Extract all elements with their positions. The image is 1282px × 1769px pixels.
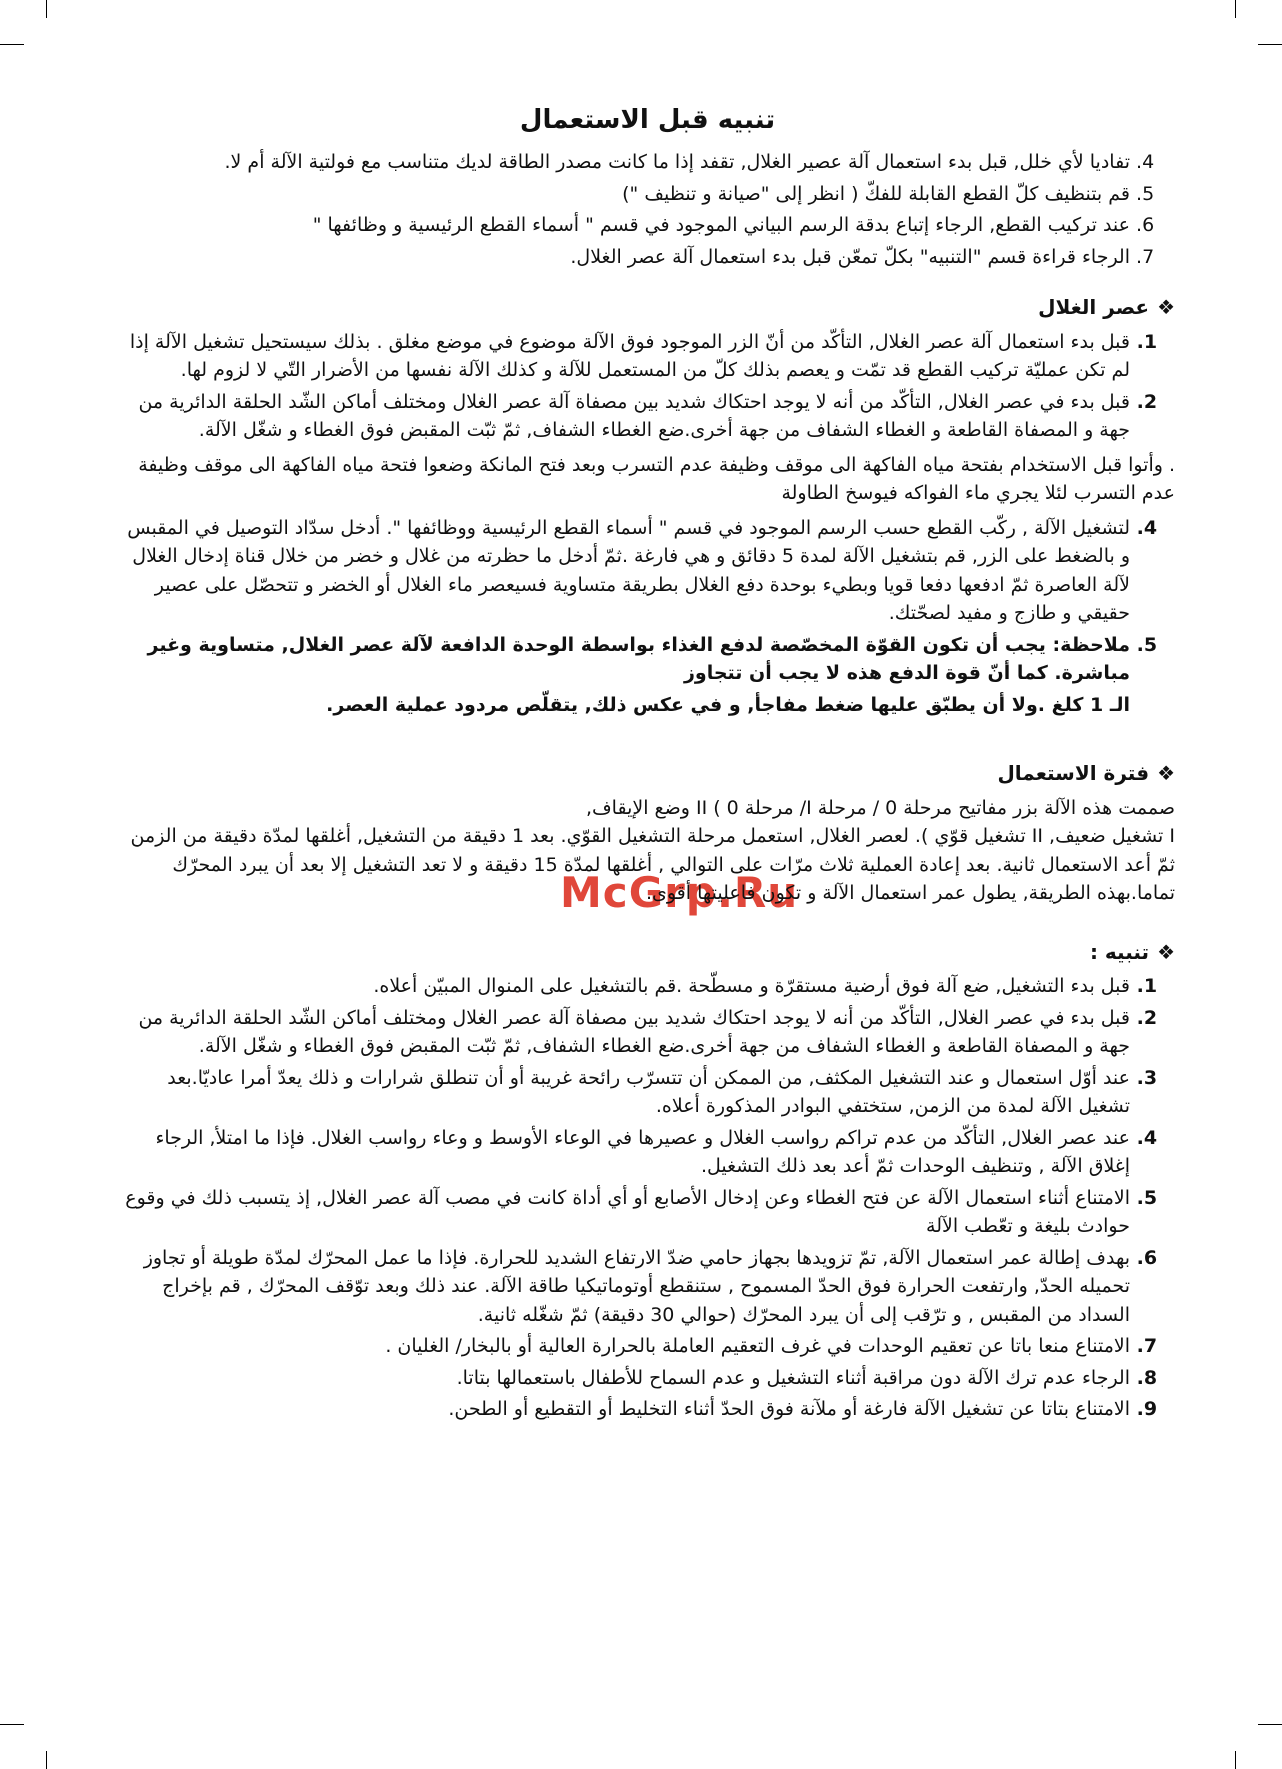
crop-mark (1235, 1751, 1236, 1769)
list-item: 1. قبل بدء استعمال آلة عصر الغلال, التأكّد من أنّ الزر الموجود فوق الآلة موضوع في موضع مغلق . بذلك سيستحيل تشغيل الآلة إذا لم تكن عمليّة تركيب القطع قد تمّت و يعصم بذلك كلّ من المستعمل للآلة و كذلك الآلة نفسها من الأضرار التّي لا لزوم لها. (120, 328, 1130, 385)
list-item: 2. قبل بدء في عصر الغلال, التأكّد من أنه لا يوجد احتكاك شديد بين مصفاة آلة عصر الغلال ومختلف أماكن الشّد الحلقة الدائرية من جهة و المصفاة القاطعة و الغطاء الشفاف من جهة أخرى.ضع الغطاء الشفاف, ثمّ ثبّت المقبض فوق الغطاء و شغّل الآلة. (120, 1004, 1130, 1061)
crop-mark (1258, 44, 1282, 45)
crop-mark (46, 1751, 47, 1769)
watermark: McGrp.Ru (560, 868, 799, 917)
intro-list (120, 148, 1175, 271)
crop-mark (0, 44, 24, 45)
list-item: 9. الامتناع بتاتا عن تشغيل الآلة فارغة أو ملآنة فوق الحدّ أثناء التخليط أو التقطيع أو الطحن. (120, 1395, 1130, 1424)
list-item: 7. الامتناع منعا باتا عن تعقيم الوحدات في غرف التعقيم العاملة بالحرارة العالية أو بالبخار/ الغليان . (120, 1332, 1130, 1361)
section-heading-usage (120, 759, 1175, 788)
section-title: فترة الاستعمال (997, 761, 1150, 785)
paragraph: I تشغيل ضعيف, II تشغيل قوّي ). لعصر الغلال, استعمل مرحلة التشغيل القوّي. بعد 1 دقيقة من التشغيل, أغلقها لمدّة دقيقة من الزمن ثمّ أعد الاستعمال ثانية. بعد إعادة العملية ثلاث مرّات على التوالي , أغلقها لمدّة 15 دقيقة و لا تعد التشغيل إلا بعد أن يبرد المحرّك تماما.بهذه الطريقة, يطول عمر استعمال الآلة و تكون فاعليتها أقوى. (130, 825, 1175, 904)
crop-mark (46, 0, 47, 18)
diamond-bullet-icon: ❖ (1157, 761, 1175, 785)
juice-list-cont (120, 514, 1175, 688)
list-item: 3. عند أوّل استعمال و عند التشغيل المكثف, من الممكن أن تتسرّب رائحة غريبة أو أن تنطلق شرارات و ذلك يعدّ أمرا عاديّا.بعد تشغيل الآلة لمدة من الزمن, ستختفي البوادر المذكورة أعلاه. (120, 1064, 1130, 1121)
section-title: تنبيه : (1089, 939, 1150, 964)
list-item: 4. تفاديا لأي خلل, قبل بدء استعمال آلة عصير الغلال, تقفد إذا ما كانت مصدر الطاقة لديك متناسب مع فولتية الآلة أم لا. (120, 148, 1130, 177)
warning-list (120, 972, 1175, 1424)
diamond-bullet-icon: ❖ (1157, 295, 1175, 319)
note-item: 5. ملاحظة: يجب أن تكون القوّة المخصّصة لدفع الغذاء بواسطة الوحدة الدافعة لآلة عصر الغلال, متساوية وغير مباشرة. كما أنّ قوة الدفع هذه لا يجب أن تتجاوز (120, 631, 1130, 688)
list-item: 4. عند عصر الغلال, التأكّد من عدم تراكم رواسب الغلال و عصيرها في الوعاء الأوسط و وعاء رواسب الغلال. فإذا ما امتلأ, الرجاء إغلاق الآلة , وتنظيف الوحدات ثمّ أعد بعد ذلك التشغيل. (120, 1124, 1130, 1181)
paragraph: صممت هذه الآلة بزر مفاتيح مرحلة 0 / مرحلة I/ مرحلة II ( 0 وضع الإيقاف, (585, 796, 1175, 819)
document-page (120, 100, 1175, 1427)
section-heading-juice (120, 293, 1175, 322)
crop-mark (1235, 0, 1236, 18)
list-item: 4. لتشغيل الآلة , ركّب القطع حسب الرسم الموجود في قسم " أسماء القطع الرئيسية ووظائفها ". أدخل سدّاد التوصيل في المقبس و بالضغط على الزر, قم بتشغيل الآلة لمدة 5 دقائق و هي فارغة .ثمّ أدخل ما حظرته من غلال و خضر من خلال قناة إدخال الغلال لآلة العاصرة ثمّ ادفعها دفعا قويا وبطيء بوحدة دفع الغلال بطريقة متساوية فسيعصر ماء الغلال أو الخضر و تتحصّل على عصير حقيقي و طازج و مفيد لصحّتك. (120, 514, 1130, 628)
list-item: 1. قبل بدء التشغيل, ضع آلة فوق أرضية مستقرّة و مسطّحة .قم بالتشغيل على المنوال المبيّن أعلاه. (120, 972, 1130, 1001)
crop-mark (0, 1724, 24, 1725)
note-continuation: الـ 1 كلغ .ولا أن يطبّق عليها ضغط مفاجأ, و في عكس ذلك, يتقلّص مردود عملية العصر. (326, 693, 1130, 716)
section-heading-warning (120, 938, 1175, 967)
diamond-bullet-icon: ❖ (1157, 939, 1175, 964)
list-item: 5. قم بتنظيف كلّ القطع القابلة للفكّ ( انظر إلى "صيانة و تنظيف ") (120, 180, 1130, 209)
section-title: عصر الغلال (1038, 295, 1150, 319)
crop-mark (1258, 1724, 1282, 1725)
list-item: 2. قبل بدء في عصر الغلال, التأكّد من أنه لا يوجد احتكاك شديد بين مصفاة آلة عصر الغلال ومختلف أماكن الشّد الحلقة الدائرية من جهة و المصفاة القاطعة و الغطاء الشفاف من جهة أخرى.ضع الغطاء الشفاف, ثمّ ثبّت المقبض فوق الغطاء و شغّل الآلة. (120, 388, 1130, 445)
paragraph: . وأتوا قبل الاستخدام بفتحة مياه الفاكهة الى موقف وظيفة عدم التسرب وبعد فتح المانكة وضعوا فتحة مياه الفاكهة الى موقف وظيفة عدم التسرب لئلا يجري ماء الفواكه فيوسخ الطاولة (138, 453, 1175, 504)
list-item: 7. الرجاء قراءة قسم "التنبيه" بكلّ تمعّن قبل بدء استعمال آلة عصر الغلال. (120, 243, 1130, 272)
juice-list (120, 328, 1175, 445)
page-title: تنبيه قبل الاستعمال (519, 105, 776, 135)
list-item: 6. عند تركيب القطع, الرجاء إتباع بدقة الرسم البياني الموجود في قسم " أسماء القطع الرئيسية و وظائفها " (120, 211, 1130, 240)
list-item: 8. الرجاء عدم ترك الآلة دون مراقبة أثناء التشغيل و عدم السماح للأطفال باستعمالها بتاتا. (120, 1364, 1130, 1393)
list-item: 6. بهدف إطالة عمر استعمال الآلة, تمّ تزويدها بجهاز حامي ضدّ الارتفاع الشديد للحرارة. فإذا ما عمل المحرّك لمدّة طويلة أو تجاوز تحميله الحدّ, وارتفعت الحرارة فوق الحدّ المسموح , ستنقطع أوتوماتيكيا طاقة الآلة. عند ذلك وبعد توّقف المحرّك , قم بإخراج السداد من المقبس , و ترّقب إلى أن يبرد المحرّك (حوالي 30 دقيقة) ثمّ شغّله ثانية. (120, 1244, 1130, 1330)
list-item: 5. الامتناع أثناء استعمال الآلة عن فتح الغطاء وعن إدخال الأصابع أو أي أداة كانت في مصب آلة عصر الغلال, إذ يتسبب ذلك في وقوع حوادث بليغة و تعّطب الآلة (120, 1184, 1130, 1241)
